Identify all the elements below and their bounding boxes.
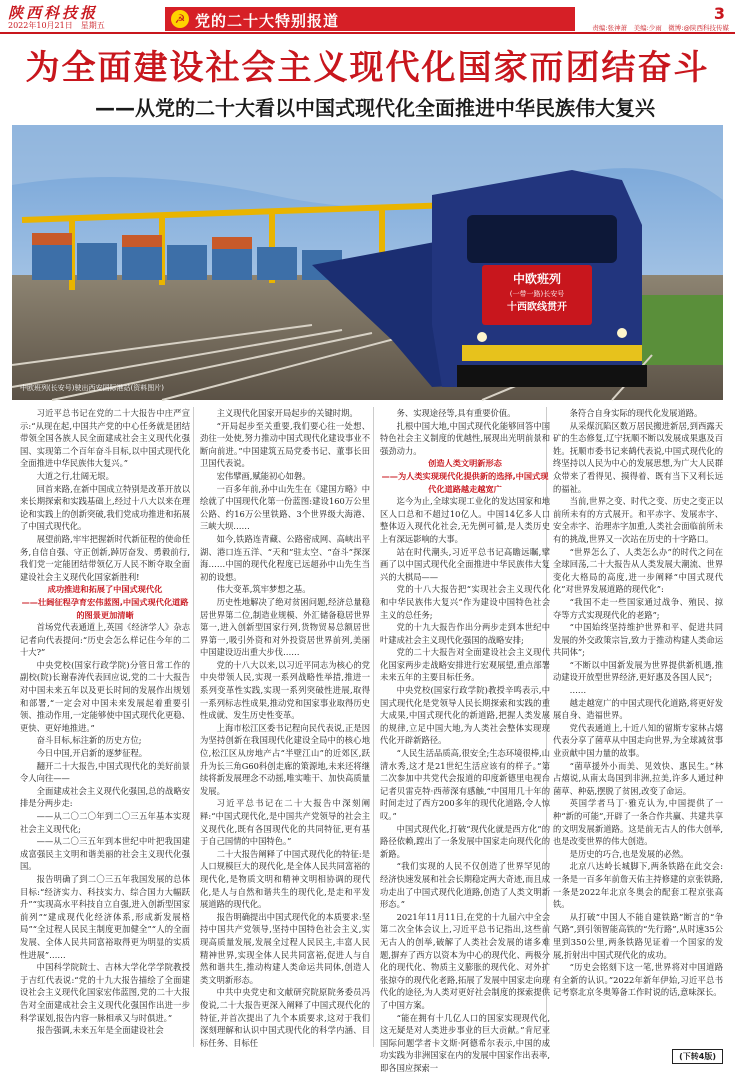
- paragraph: 首场党代表通道上,英国《经济学人》杂志记者向代表提问:“历史会怎么样记住今年的二十大?”: [20, 622, 190, 658]
- paragraph: 中央党校(国家行政学院)教授辛鸣表示,中国式现代化是党领导人民长期探索和实践的重大成果,中国式现代化的新道路,把握人类发展的规律,立足中国大地,为人类社会整体实现现代化开辟新路径。: [380, 685, 550, 746]
- paragraph: 迄今为止,全球实现工业化的发达国家和地区人口总和不超过10亿人。中国14亿多人口整体迈入现代化社会,无先例可循,是人类历史上有深远影响的大事。: [380, 496, 550, 544]
- continued-on-page-note: (下转4版): [672, 1049, 723, 1064]
- paragraph: 报告强调,未来五年是全面建设社会: [36, 1025, 164, 1036]
- paragraph: 中共中央党史和文献研究院原院务委员冯俊说,二十大报告更深入阐释了中国式现代化的特征,并首次提出了九个本质要求,这对于我们深刻理解和认识中国式现代化的科学内涵、目标任务、目标任: [200, 987, 370, 1048]
- paragraph: 奋斗目标,标注新的历史方位;: [36, 735, 142, 746]
- section-heading: 创造人类文明新形态: [428, 458, 502, 469]
- party-emblem-icon: ☭: [171, 10, 189, 28]
- paragraph: 扎根中国大地,中国式现代化能够回答中国特色社会主义制度的优越性,展现出光明前景和强劲动力。: [380, 420, 550, 456]
- paragraph: “不断以中国新发展为世界提供新机遇,推动建设开放型世界经济,更好惠及各国人民”;: [553, 659, 723, 683]
- paragraph: “我们实现的人民不仅创造了世界罕见的经济快速发展和社会长期稳定两大奇迹,而且成功走出了中国式现代化道路,创造了人类文明新形态。”: [380, 861, 550, 910]
- paragraph: 如今,铁路连青藏、公路密成网、高峡出平湖、港口连五洋、“天和”驻太空、“奋斗”探深海……中国的现代化程度已远超孙中山先生当初的设想。: [200, 533, 370, 582]
- paragraph: “开局起步至关重要,我们要心往一处想、劲往一处使,努力推动中国式现代化建设事业不断向前进。”中国建筑五局党委书记、董事长田卫国代表说。: [200, 420, 370, 469]
- special-report-banner: [165, 7, 575, 31]
- paragraph: 党的十八大报告把“实现社会主义现代化和中华民族伟大复兴”作为建设中国特色社会主义的总任务;: [380, 584, 550, 620]
- paragraph: 务、实现途径等,具有重要价值。: [396, 408, 516, 418]
- paragraph: “中国始终坚持维护世界和平、促进共同发展的外交政策宗旨,致力于推动构建人类命运共同体”;: [553, 622, 723, 658]
- train-photo: [12, 125, 723, 400]
- paragraph: 中国式现代化,打破“现代化就是西方化”的路径依赖,蹚出了一条发展中国家走向现代化的新路。: [380, 823, 550, 859]
- article-column-4: [553, 407, 723, 1047]
- paragraph: “我国不走一些国家通过战争、殖民、掠夺等方式实现现代化的老路”;: [553, 596, 723, 620]
- article-column-2: [200, 407, 370, 1047]
- paragraph: 宏伟擘画,赋能初心如磐。: [216, 470, 311, 481]
- paragraph: ——从二〇三五年到本世纪中叶把我国建成富强民主文明和谐美丽的社会主义现代化强国。: [20, 836, 190, 872]
- paragraph: 上海市松江区委书记程向民代表说,正是因为坚持创新在我国现代化建设全局中的核心地位,松江区从房地产占“半壁江山”的近郊区,跃升为长三角G60科创走廊的策源地,未来还将继续将新发展理念不动摇,唯实唯干、加快高质量发展。: [200, 722, 370, 796]
- paragraph: 历史性地解决了绝对贫困问题,经济总量稳居世界第二位,制造业规模、外汇储备稳居世界第一,进入创新型国家行列,货物贸易总额居世界第一,吸引外资和对外投资居世界前列,美丽中国建设迈出重大步伐……: [200, 596, 370, 658]
- paragraph: 从打破“中国人不能自建铁路”断言的“争气路”,到引领智能高铁的“先行路”,从时速35公里到350公里,两条铁路见证着一个国家的发展,折射出中国式现代化的成功。: [553, 911, 723, 960]
- paragraph: 大道之行,壮阔无垠。: [36, 470, 114, 481]
- paragraph: 全面建成社会主义现代化强国,总的战略安排是分两步走:: [20, 785, 190, 809]
- paragraph: ——从二〇二〇年到二〇三五年基本实现社会主义现代化;: [20, 811, 190, 834]
- train-photo-illustration: [12, 125, 723, 400]
- paragraph: 习近平总书记在党的二十大报告中庄严宣示:“从现在起,中国共产党的中心任务就是团结带领全国各族人民全面建成社会主义现代化强国、实现第二个百年奋斗目标,以中国式现代化全面推进中华民族伟大复兴。”: [20, 408, 190, 469]
- paragraph: 展望前路,牢牢把握新时代新征程的使命任务,自信自强、守正创新,踔厉奋发、勇毅前行,我们党一定能团结带领亿万人民不断夺取全面建设社会主义现代化国家新胜利!: [20, 533, 190, 582]
- editor-credits: 责编:张神萧 美编:少雨 微博:@陕西科技传媒: [592, 24, 729, 32]
- paragraph: 翻开二十大报告,中国式现代化的美好前景令人向往——: [20, 760, 190, 784]
- paragraph: “历史会铭刻下这一笔,世界将对中国道路有全新的认识。”2022年新年伊始,习近平总书记考察北京冬奥筹备工作时说的话,意味深长。: [553, 962, 723, 998]
- paragraph: ……: [569, 685, 587, 696]
- paragraph: 站在时代潮头,习近平总书记高瞻远瞩,擘画了以中国式现代化全面推进中华民族伟大复兴的大棋局——: [380, 546, 550, 582]
- paragraph: 伟大变革,筑牢梦想之基。: [216, 584, 311, 595]
- paragraph: 报告明确提出中国式现代化的本质要求:坚持中国共产党领导,坚持中国特色社会主义,实现高质量发展,发展全过程人民民主,丰富人民精神世界,实现全体人民共同富裕,促进人与自然和谐共生,推动构建人类命运共同体,创造人类文明新形态。: [200, 911, 370, 985]
- paragraph: 主义现代化国家开局起步的关键时期。: [216, 408, 358, 418]
- paragraph: 党的十九大报告作出分两步走到本世纪中叶建成社会主义现代化强国的战略安排;: [380, 622, 550, 645]
- paragraph: 今日中国,开启新的逐梦征程。: [36, 748, 148, 759]
- section-heading: ——壮阔征程孕育宏伟蓝图,中国式现代化道路的图景更加清晰: [21, 596, 189, 620]
- paragraph: 党代表通道上,十近八知的留斯专家林占熺代表分享了菌草从中国走向世界,为全球减贫事业贡献中国力量的故事。: [553, 722, 723, 759]
- paragraph: 是历史的巧合,也是发展的必然。: [569, 848, 689, 859]
- paragraph: 中央党校(国家行政学院)分管日常工作的副校(院)长谢春涛代表回应说,党的二十大报告对中国未来五年以及更长时间的发展作出规划和部署,“一定会对中国未来发展起着重要引领、推动作用,一定能够使中国式现代化更稳、更快、更好地推进。”: [20, 659, 190, 733]
- photo-caption: 中欧班列(长安号)驶出西安国际港站(资料图片): [20, 384, 164, 392]
- paragraph: 英国学者马丁·雅克认为,中国提供了一种“新的可能”,开辟了一条合作共赢、共建共享的文明发展新道路。这是前无古人的伟大创举,也是改变世界的伟大创造。: [553, 798, 723, 847]
- paragraph: 北京八达岭长城脚下,两条铁路在此交会:一条是一百多年前詹天佑主持修建的京张铁路,一条是2022年北京冬奥会的配套工程京张高铁。: [553, 861, 723, 910]
- page-headline: 为全面建设社会主义现代化国家而团结奋斗: [25, 48, 710, 88]
- paragraph: 报告明确了到二〇三五年我国发展的总体目标:“经济实力、科技实力、综合国力大幅跃升”“实现高水平科技自立自强,进入创新型国家前列”“建成现代化经济体系,形成新发展格局”“全过程人民民主制度更加健全”“人的全面发展、全体人民共同富裕取得更为明显的实质性进展”……: [20, 873, 190, 960]
- paragraph: 习近平总书记在二十大报告中深刻阐释:“中国式现代化,是中国共产党领导的社会主义现代化,既有各国现代化的共同特征,更有基于自己国情的中国特色。”: [200, 798, 370, 847]
- paragraph: 二十大报告阐释了中国式现代化的特征:是人口规模巨大的现代化,是全体人民共同富裕的现代化,是物质文明和精神文明相协调的现代化,是人与自然和谐共生的现代化,是走和平发展道路的现代化。: [200, 848, 370, 910]
- paragraph: 越走越宽广的中国式现代化道路,将更好发展自身、造福世界。: [553, 697, 723, 721]
- paragraph: 中国科学院院士、吉林大学化学学院教授于吉红代表说:“党的十九大报告描绘了全面建设社会主义现代化国家宏伟蓝图,党的二十大报告对全面建成社会主义现代化强国作出进一步科学谋划,报告内容一脉相承又与时俱进。”: [20, 962, 190, 1023]
- section-heading: ——为人类实现现代化提供新的选择,中国式现代化道路越走越宽广: [381, 470, 549, 494]
- page-subheadline: ——从党的二十大看以中国式现代化全面推进中华民族伟大复兴: [95, 96, 655, 120]
- train-sign-line3: 十西欧线贯开: [507, 302, 567, 313]
- newspaper-logo: 陕西科技报: [8, 4, 99, 22]
- train-sign-line1: 中欧班列: [512, 272, 562, 286]
- paragraph: “世界怎么了、人类怎么办”的时代之问在全球回荡,二十大报告从人类发展大潮流、世界变化大格局的高度,进一步阐释“中国式现代化”对世界发展道路的现代化”:: [553, 546, 723, 595]
- page-number: 3: [713, 4, 725, 23]
- train-sign-line2: (一带一路)长安号: [509, 290, 565, 298]
- paragraph: “菌草援外小而美、见效快、惠民生。”林占熺说,从南太岛国到非洲,拉美,许多人通过种菌草、种菇,摆脱了贫困,改变了命运。: [553, 760, 723, 796]
- paragraph: “能在拥有十几亿人口的国家实现现代化,这无疑是对人类进步事业的巨大贡献。”肯尼亚国际问题学者卡文斯·阿德希尔表示,中国的成功实践为非洲国家在内的发展中国家作出表率,即各国应探索一: [380, 1012, 550, 1073]
- paragraph: 2021年11月11日,在党的十九届六中全会第二次全体会议上,习近平总书记指出,这些前无古人的创举,破解了人类社会发展的诸多难题,摒弃了西方以资本为中心的现代化、两极分化的现代化、物质主义膨胀的现代化、对外扩张掠夺的现代化老路,拓展了发展中国家走向现代化的途径,为人类对更好社会制度的探索提供了中国方案。: [380, 911, 550, 1010]
- paragraph: 条符合自身实际的现代化发展道路。: [569, 408, 703, 418]
- banner-title: 党的二十大特别报道: [195, 12, 340, 30]
- paragraph: 回首来路,在新中国成立特别是改革开放以来长期探索和实践基础上,经过十八大以来在理论和实践上的创新突破,我们党成功推进和拓展了中国式现代化。: [20, 483, 190, 532]
- article-column-1: [20, 407, 190, 1047]
- paragraph: “人民生活品质高,很安全;生态环境很棒,山清水秀,这才是21世纪生活应该有的样子。”第二次参加中共党代会报道的印度新德里电视台记者贝雷克特·西蒂深有感触,“中国用几十年的时间走过了西方200多年的现代化道路,令人惊叹。”: [380, 748, 550, 821]
- paragraph: 党的二十大报告对全面建设社会主义现代化国家两步走战略安排进行宏观展望,重点部署未来五年的主要目标任务。: [380, 647, 550, 683]
- issue-date: 2022年10月21日 星期五: [8, 21, 105, 30]
- masthead: [0, 0, 735, 34]
- section-heading: 成功推进和拓展了中国式现代化: [47, 584, 163, 595]
- paragraph: 从采煤沉陷区数万居民搬进新居,到西露天矿的生态修复,辽宁抚顺不断以发展成果惠及百姓。抚顺市委书记来鹤代表说,中国式现代化的终坚持以人民为中心的发展思想,为广大人民群众带来了看得见、摸得着、既有当下又利长远的福祉。: [553, 420, 723, 494]
- paragraph: 党的十八大以来,以习近平同志为核心的党中央带领人民,实现一系列战略性举措,推进一系列变革性实践,实现一系列突破性进展,取得一系列标志性成果,推动党和国家事业取得历史性成就、发生历史性变革。: [200, 659, 370, 721]
- article-column-3: [380, 407, 550, 1073]
- paragraph: 一百多年前,孙中山先生在《建国方略》中绘就了中国现代化第一份蓝图:建设160万公里公路、约16万公里铁路、3个世界级大海港、三峡大坝……: [200, 483, 370, 532]
- paragraph: 当前,世界之变、时代之变、历史之变正以前所未有的方式展开。和平赤字、发展赤字、安全赤字、治理赤字加重,人类社会面临前所未有的挑战,世界又一次站在历史的十字路口。: [553, 496, 723, 544]
